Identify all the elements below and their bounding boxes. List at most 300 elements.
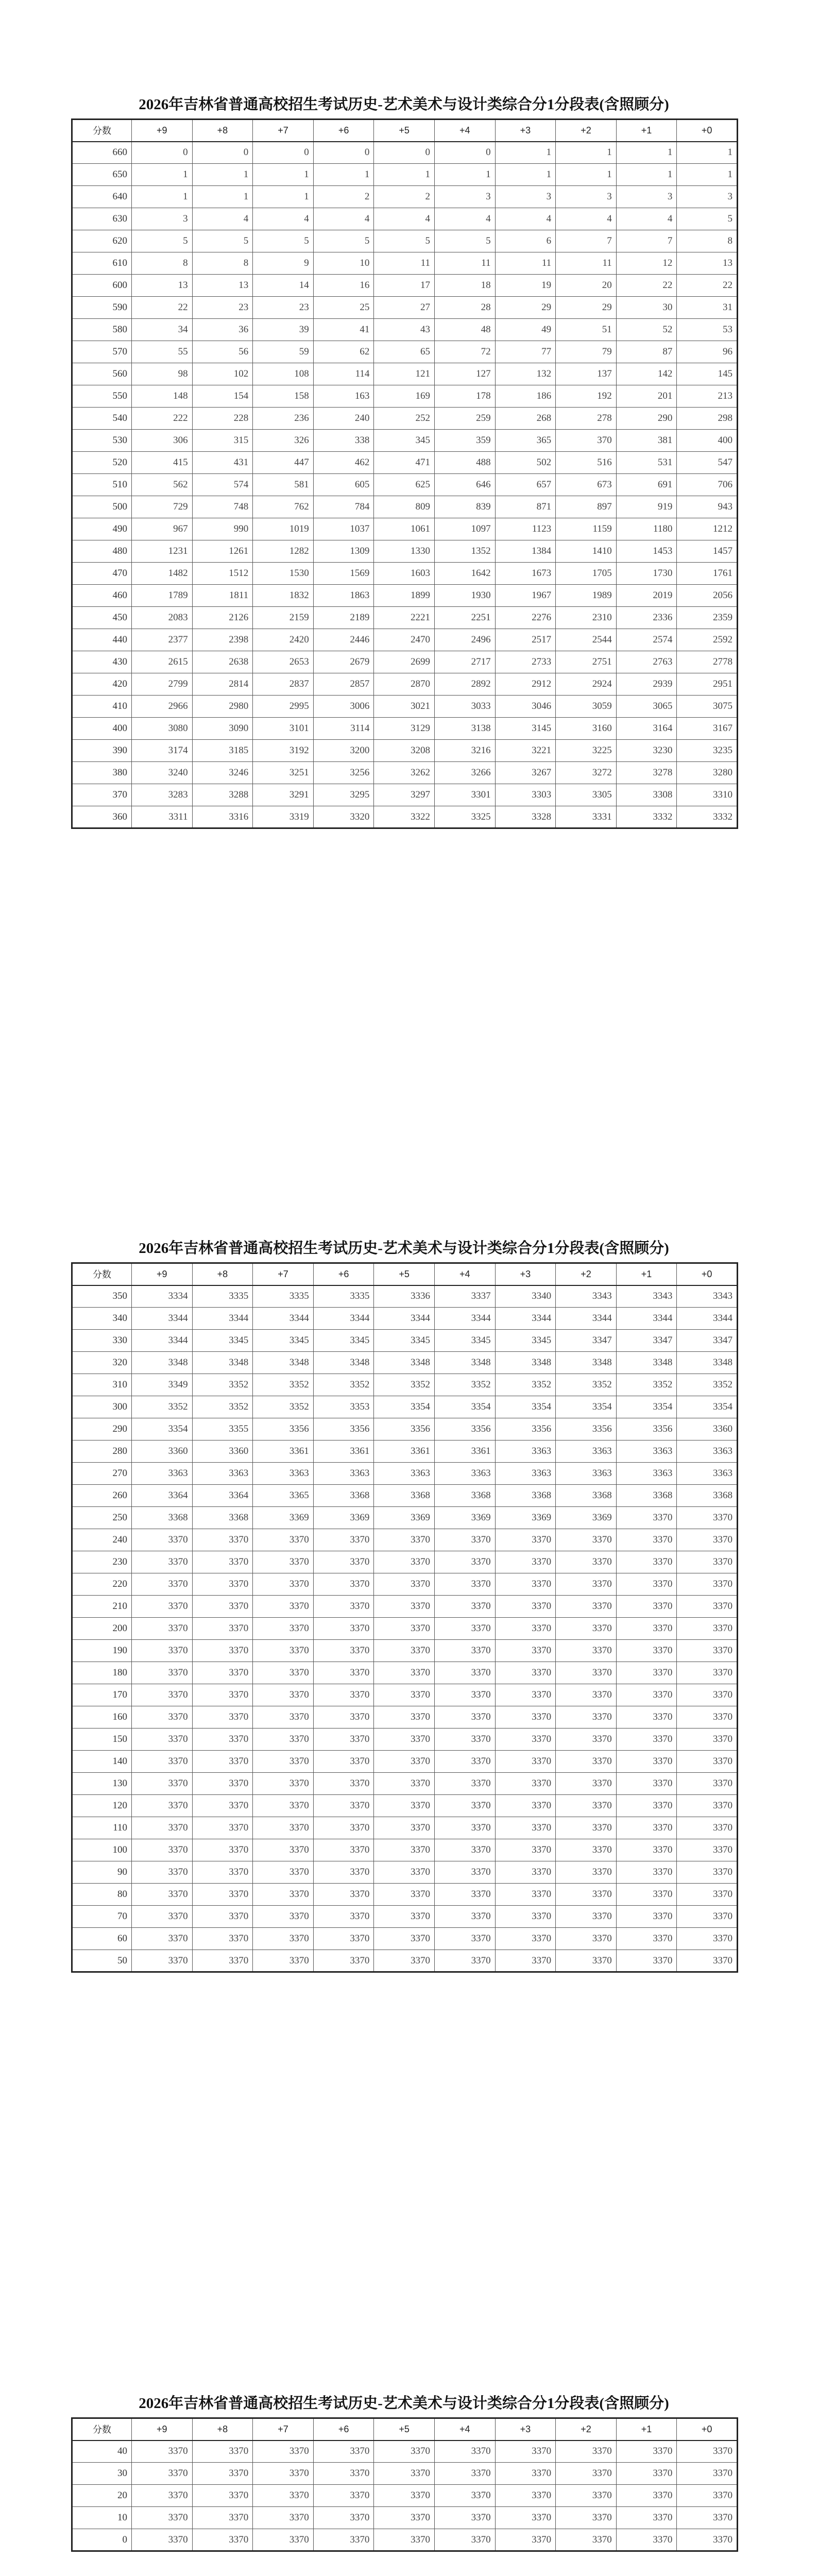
count-cell: 3370 bbox=[556, 1684, 617, 1706]
count-cell: 1 bbox=[192, 186, 253, 208]
count-cell: 2951 bbox=[677, 673, 738, 696]
count-cell: 3129 bbox=[374, 718, 435, 740]
table-row bbox=[72, 142, 738, 164]
count-cell: 381 bbox=[616, 430, 677, 452]
count-cell: 1 bbox=[253, 186, 314, 208]
column-header-offset: +5 bbox=[374, 120, 435, 142]
count-cell: 62 bbox=[313, 341, 374, 363]
column-header-offset: +1 bbox=[616, 120, 677, 142]
count-cell: 3356 bbox=[434, 1418, 495, 1440]
score-cell: 180 bbox=[72, 1662, 132, 1684]
score-cell: 430 bbox=[72, 651, 132, 673]
count-cell: 3370 bbox=[677, 1928, 738, 1950]
table-row bbox=[72, 1906, 738, 1928]
count-cell: 2592 bbox=[677, 629, 738, 651]
count-cell: 3360 bbox=[192, 1440, 253, 1463]
count-cell: 8 bbox=[132, 252, 193, 275]
score-cell: 500 bbox=[72, 496, 132, 518]
count-cell: 1180 bbox=[616, 518, 677, 540]
count-cell: 3370 bbox=[616, 1773, 677, 1795]
count-cell: 1832 bbox=[253, 585, 314, 607]
table-row bbox=[72, 1884, 738, 1906]
count-cell: 108 bbox=[253, 363, 314, 385]
count-cell: 1 bbox=[677, 142, 738, 164]
score-cell: 570 bbox=[72, 341, 132, 363]
count-cell: 3370 bbox=[132, 1773, 193, 1795]
count-cell: 3370 bbox=[495, 1706, 556, 1728]
count-cell: 3370 bbox=[253, 1817, 314, 1839]
count-cell: 3370 bbox=[556, 1662, 617, 1684]
count-cell: 2699 bbox=[374, 651, 435, 673]
count-cell: 3370 bbox=[313, 1706, 374, 1728]
table-row bbox=[72, 1662, 738, 1684]
score-cell: 300 bbox=[72, 1396, 132, 1418]
count-cell: 3 bbox=[616, 186, 677, 208]
count-cell: 3370 bbox=[374, 1884, 435, 1906]
count-cell: 1410 bbox=[556, 540, 617, 563]
table-row bbox=[72, 629, 738, 651]
table-row bbox=[72, 1374, 738, 1396]
count-cell: 1123 bbox=[495, 518, 556, 540]
count-cell: 23 bbox=[192, 297, 253, 319]
count-cell: 3370 bbox=[374, 1728, 435, 1751]
score-cell: 530 bbox=[72, 430, 132, 452]
count-cell: 3370 bbox=[434, 2507, 495, 2529]
count-cell: 0 bbox=[132, 142, 193, 164]
count-cell: 3370 bbox=[677, 1640, 738, 1662]
count-cell: 3370 bbox=[677, 2485, 738, 2507]
count-cell: 163 bbox=[313, 385, 374, 408]
table-row bbox=[72, 784, 738, 806]
count-cell: 1231 bbox=[132, 540, 193, 563]
count-cell: 3370 bbox=[616, 2463, 677, 2485]
count-cell: 3266 bbox=[434, 762, 495, 784]
count-cell: 3337 bbox=[434, 1285, 495, 1308]
count-cell: 3352 bbox=[253, 1374, 314, 1396]
count-cell: 121 bbox=[374, 363, 435, 385]
count-cell: 1512 bbox=[192, 563, 253, 585]
count-cell: 3370 bbox=[313, 2507, 374, 2529]
count-cell: 169 bbox=[374, 385, 435, 408]
count-cell: 5 bbox=[313, 230, 374, 252]
count-cell: 3370 bbox=[253, 1596, 314, 1618]
column-header-offset: +0 bbox=[677, 2418, 738, 2441]
count-cell: 3361 bbox=[313, 1440, 374, 1463]
count-cell: 2221 bbox=[374, 607, 435, 629]
count-cell: 646 bbox=[434, 474, 495, 496]
table-row bbox=[72, 164, 738, 186]
table-row bbox=[72, 585, 738, 607]
count-cell: 2377 bbox=[132, 629, 193, 651]
count-cell: 1159 bbox=[556, 518, 617, 540]
count-cell: 1730 bbox=[616, 563, 677, 585]
count-cell: 3348 bbox=[434, 1352, 495, 1374]
count-cell: 3 bbox=[132, 208, 193, 230]
count-cell: 4 bbox=[556, 208, 617, 230]
count-cell: 2019 bbox=[616, 585, 677, 607]
count-cell: 2574 bbox=[616, 629, 677, 651]
count-cell: 3370 bbox=[313, 1640, 374, 1662]
count-cell: 3370 bbox=[253, 1551, 314, 1573]
count-cell: 0 bbox=[192, 142, 253, 164]
table-row bbox=[72, 230, 738, 252]
count-cell: 3344 bbox=[556, 1308, 617, 1330]
count-cell: 18 bbox=[434, 275, 495, 297]
count-cell: 1037 bbox=[313, 518, 374, 540]
count-cell: 3370 bbox=[556, 2507, 617, 2529]
score-cell: 330 bbox=[72, 1330, 132, 1352]
score-cell: 100 bbox=[72, 1839, 132, 1861]
count-cell: 3164 bbox=[616, 718, 677, 740]
count-cell: 0 bbox=[253, 142, 314, 164]
count-cell: 3363 bbox=[495, 1463, 556, 1485]
count-cell: 3370 bbox=[495, 1884, 556, 1906]
count-cell: 3370 bbox=[434, 2463, 495, 2485]
count-cell: 3370 bbox=[374, 2529, 435, 2551]
count-cell: 3370 bbox=[374, 1928, 435, 1950]
table-row bbox=[72, 363, 738, 385]
count-cell: 3370 bbox=[132, 2507, 193, 2529]
count-cell: 29 bbox=[495, 297, 556, 319]
count-cell: 562 bbox=[132, 474, 193, 496]
count-cell: 3145 bbox=[495, 718, 556, 740]
column-header-offset: +4 bbox=[434, 2418, 495, 2441]
count-cell: 1 bbox=[616, 164, 677, 186]
count-cell: 3370 bbox=[495, 1728, 556, 1751]
table-title: 2026年吉林省普通高校招生考试历史-艺术美术与设计类综合分1分段表(含照顾分) bbox=[139, 1240, 669, 1257]
count-cell: 3370 bbox=[434, 1728, 495, 1751]
count-cell: 3369 bbox=[434, 1507, 495, 1529]
score-cell: 510 bbox=[72, 474, 132, 496]
count-cell: 3167 bbox=[677, 718, 738, 740]
count-cell: 3370 bbox=[313, 2463, 374, 2485]
count-cell: 3370 bbox=[374, 1684, 435, 1706]
count-cell: 3370 bbox=[616, 1507, 677, 1529]
count-cell: 3370 bbox=[313, 2529, 374, 2551]
count-cell: 3370 bbox=[374, 2485, 435, 2507]
count-cell: 87 bbox=[616, 341, 677, 363]
score-cell: 660 bbox=[72, 142, 132, 164]
count-cell: 3348 bbox=[677, 1352, 738, 1374]
count-cell: 3370 bbox=[677, 1684, 738, 1706]
count-cell: 2189 bbox=[313, 607, 374, 629]
count-cell: 3370 bbox=[192, 1861, 253, 1884]
count-cell: 3344 bbox=[374, 1308, 435, 1330]
count-cell: 1 bbox=[132, 186, 193, 208]
count-cell: 3080 bbox=[132, 718, 193, 740]
count-cell: 1 bbox=[253, 164, 314, 186]
table-row bbox=[72, 1396, 738, 1418]
count-cell: 1212 bbox=[677, 518, 738, 540]
count-cell: 20 bbox=[556, 275, 617, 297]
count-cell: 3370 bbox=[677, 1706, 738, 1728]
count-cell: 186 bbox=[495, 385, 556, 408]
count-cell: 5 bbox=[434, 230, 495, 252]
count-cell: 415 bbox=[132, 452, 193, 474]
table-row bbox=[72, 1573, 738, 1596]
count-cell: 1 bbox=[374, 164, 435, 186]
count-cell: 3331 bbox=[556, 806, 617, 828]
count-cell: 3368 bbox=[677, 1485, 738, 1507]
count-cell: 462 bbox=[313, 452, 374, 474]
count-cell: 22 bbox=[616, 275, 677, 297]
count-cell: 0 bbox=[434, 142, 495, 164]
column-header-offset: +8 bbox=[192, 1263, 253, 1285]
count-cell: 315 bbox=[192, 430, 253, 452]
column-header-offset: +3 bbox=[495, 1263, 556, 1285]
count-cell: 14 bbox=[253, 275, 314, 297]
table-row bbox=[72, 275, 738, 297]
count-cell: 3322 bbox=[374, 806, 435, 828]
count-cell: 65 bbox=[374, 341, 435, 363]
score-cell: 260 bbox=[72, 1485, 132, 1507]
count-cell: 3370 bbox=[192, 1906, 253, 1928]
count-cell: 3370 bbox=[132, 1728, 193, 1751]
count-cell: 1 bbox=[132, 164, 193, 186]
count-cell: 5 bbox=[374, 230, 435, 252]
count-cell: 3 bbox=[434, 186, 495, 208]
count-cell: 11 bbox=[556, 252, 617, 275]
score-cell: 420 bbox=[72, 673, 132, 696]
count-cell: 3370 bbox=[253, 1684, 314, 1706]
count-cell: 3303 bbox=[495, 784, 556, 806]
count-cell: 3370 bbox=[434, 1573, 495, 1596]
count-cell: 3160 bbox=[556, 718, 617, 740]
count-cell: 3370 bbox=[253, 1795, 314, 1817]
score-cell: 470 bbox=[72, 563, 132, 585]
count-cell: 3363 bbox=[495, 1440, 556, 1463]
count-cell: 3370 bbox=[434, 1596, 495, 1618]
count-cell: 3370 bbox=[556, 1817, 617, 1839]
count-cell: 3033 bbox=[434, 696, 495, 718]
count-cell: 3370 bbox=[192, 1684, 253, 1706]
count-cell: 3370 bbox=[132, 1751, 193, 1773]
count-cell: 400 bbox=[677, 430, 738, 452]
count-cell: 1603 bbox=[374, 563, 435, 585]
count-cell: 3344 bbox=[616, 1308, 677, 1330]
table-row bbox=[72, 2441, 738, 2463]
count-cell: 2496 bbox=[434, 629, 495, 651]
count-cell: 871 bbox=[495, 496, 556, 518]
count-cell: 3370 bbox=[434, 1640, 495, 1662]
score-cell: 560 bbox=[72, 363, 132, 385]
count-cell: 3370 bbox=[374, 2463, 435, 2485]
count-cell: 3345 bbox=[495, 1330, 556, 1352]
count-cell: 3370 bbox=[495, 1751, 556, 1773]
count-cell: 943 bbox=[677, 496, 738, 518]
count-cell: 3370 bbox=[253, 1618, 314, 1640]
count-cell: 3370 bbox=[556, 1596, 617, 1618]
score-cell: 230 bbox=[72, 1551, 132, 1573]
count-cell: 29 bbox=[556, 297, 617, 319]
count-cell: 3370 bbox=[556, 1728, 617, 1751]
count-cell: 2837 bbox=[253, 673, 314, 696]
count-cell: 2857 bbox=[313, 673, 374, 696]
count-cell: 3335 bbox=[253, 1285, 314, 1308]
table-row bbox=[72, 1684, 738, 1706]
score-cell: 390 bbox=[72, 740, 132, 762]
count-cell: 1989 bbox=[556, 585, 617, 607]
count-cell: 11 bbox=[434, 252, 495, 275]
count-cell: 3356 bbox=[616, 1418, 677, 1440]
count-cell: 3370 bbox=[132, 1596, 193, 1618]
count-cell: 4 bbox=[192, 208, 253, 230]
count-cell: 3370 bbox=[677, 1751, 738, 1773]
count-cell: 3348 bbox=[253, 1352, 314, 1374]
count-cell: 1967 bbox=[495, 585, 556, 607]
count-cell: 3369 bbox=[313, 1507, 374, 1529]
score-cell: 540 bbox=[72, 408, 132, 430]
count-cell: 4 bbox=[374, 208, 435, 230]
count-cell: 3363 bbox=[677, 1463, 738, 1485]
column-header-offset: +9 bbox=[132, 1263, 193, 1285]
count-cell: 729 bbox=[132, 496, 193, 518]
count-cell: 3370 bbox=[313, 1839, 374, 1861]
count-cell: 1 bbox=[192, 164, 253, 186]
table-row bbox=[72, 1773, 738, 1795]
count-cell: 252 bbox=[374, 408, 435, 430]
score-cell: 60 bbox=[72, 1928, 132, 1950]
count-cell: 3363 bbox=[616, 1440, 677, 1463]
count-cell: 748 bbox=[192, 496, 253, 518]
count-cell: 3370 bbox=[192, 2507, 253, 2529]
count-cell: 3368 bbox=[556, 1485, 617, 1507]
table-row bbox=[72, 496, 738, 518]
count-cell: 3370 bbox=[495, 1817, 556, 1839]
count-cell: 3370 bbox=[495, 1861, 556, 1884]
count-cell: 23 bbox=[253, 297, 314, 319]
count-cell: 3235 bbox=[677, 740, 738, 762]
count-cell: 96 bbox=[677, 341, 738, 363]
count-cell: 1 bbox=[556, 164, 617, 186]
count-cell: 3361 bbox=[253, 1440, 314, 1463]
score-cell: 640 bbox=[72, 186, 132, 208]
column-header-offset: +8 bbox=[192, 120, 253, 142]
table-row bbox=[72, 474, 738, 496]
count-cell: 3370 bbox=[253, 2529, 314, 2551]
score-table-page-3 bbox=[71, 2389, 737, 2552]
count-cell: 3370 bbox=[616, 1884, 677, 1906]
count-cell: 213 bbox=[677, 385, 738, 408]
count-cell: 3370 bbox=[374, 1551, 435, 1573]
count-cell: 19 bbox=[495, 275, 556, 297]
count-cell: 3370 bbox=[495, 1950, 556, 1972]
count-cell: 3370 bbox=[677, 1884, 738, 1906]
count-cell: 2 bbox=[374, 186, 435, 208]
count-cell: 8 bbox=[192, 252, 253, 275]
count-cell: 3370 bbox=[253, 1573, 314, 1596]
score-cell: 0 bbox=[72, 2529, 132, 2551]
count-cell: 3370 bbox=[495, 1773, 556, 1795]
count-cell: 1457 bbox=[677, 540, 738, 563]
count-cell: 3344 bbox=[313, 1308, 374, 1330]
count-cell: 3370 bbox=[374, 1529, 435, 1551]
count-cell: 11 bbox=[374, 252, 435, 275]
count-cell: 2653 bbox=[253, 651, 314, 673]
count-cell: 3370 bbox=[434, 2441, 495, 2463]
count-cell: 3364 bbox=[192, 1485, 253, 1507]
score-cell: 90 bbox=[72, 1861, 132, 1884]
count-cell: 2470 bbox=[374, 629, 435, 651]
count-cell: 3368 bbox=[616, 1485, 677, 1507]
count-cell: 3319 bbox=[253, 806, 314, 828]
count-cell: 3356 bbox=[556, 1418, 617, 1440]
count-cell: 77 bbox=[495, 341, 556, 363]
count-cell: 137 bbox=[556, 363, 617, 385]
count-cell: 1 bbox=[495, 142, 556, 164]
count-cell: 3370 bbox=[253, 1751, 314, 1773]
count-cell: 3370 bbox=[434, 1817, 495, 1839]
count-cell: 3283 bbox=[132, 784, 193, 806]
count-cell: 3354 bbox=[616, 1396, 677, 1418]
count-cell: 897 bbox=[556, 496, 617, 518]
count-cell: 3370 bbox=[556, 1618, 617, 1640]
count-cell: 3345 bbox=[192, 1330, 253, 1352]
count-cell: 154 bbox=[192, 385, 253, 408]
count-cell: 59 bbox=[253, 341, 314, 363]
count-cell: 3363 bbox=[616, 1463, 677, 1485]
score-cell: 490 bbox=[72, 518, 132, 540]
count-cell: 31 bbox=[677, 297, 738, 319]
count-cell: 3370 bbox=[132, 1640, 193, 1662]
count-cell: 30 bbox=[616, 297, 677, 319]
count-cell: 3370 bbox=[253, 1773, 314, 1795]
table-row bbox=[72, 718, 738, 740]
count-cell: 3334 bbox=[132, 1285, 193, 1308]
count-cell: 1453 bbox=[616, 540, 677, 563]
count-cell: 3370 bbox=[677, 1817, 738, 1839]
column-header-offset: +1 bbox=[616, 1263, 677, 1285]
count-cell: 49 bbox=[495, 319, 556, 341]
column-header-offset: +2 bbox=[556, 2418, 617, 2441]
column-header-offset: +6 bbox=[313, 120, 374, 142]
count-cell: 3370 bbox=[556, 2529, 617, 2551]
count-cell: 2446 bbox=[313, 629, 374, 651]
count-cell: 3370 bbox=[192, 1662, 253, 1684]
count-cell: 2870 bbox=[374, 673, 435, 696]
count-cell: 298 bbox=[677, 408, 738, 430]
count-cell: 201 bbox=[616, 385, 677, 408]
count-cell: 53 bbox=[677, 319, 738, 341]
count-cell: 5 bbox=[192, 230, 253, 252]
count-cell: 3370 bbox=[495, 1573, 556, 1596]
count-cell: 3370 bbox=[313, 1529, 374, 1551]
table-row bbox=[72, 1308, 738, 1330]
score-cell: 130 bbox=[72, 1773, 132, 1795]
count-cell: 3291 bbox=[253, 784, 314, 806]
count-cell: 7 bbox=[556, 230, 617, 252]
count-cell: 192 bbox=[556, 385, 617, 408]
count-cell: 2778 bbox=[677, 651, 738, 673]
count-cell: 3370 bbox=[192, 2485, 253, 2507]
count-cell: 8 bbox=[677, 230, 738, 252]
count-cell: 3370 bbox=[434, 1551, 495, 1573]
count-cell: 706 bbox=[677, 474, 738, 496]
count-cell: 3370 bbox=[434, 1861, 495, 1884]
count-cell: 51 bbox=[556, 319, 617, 341]
count-cell: 3363 bbox=[677, 1440, 738, 1463]
count-cell: 3368 bbox=[313, 1485, 374, 1507]
count-cell: 158 bbox=[253, 385, 314, 408]
table-row bbox=[72, 1551, 738, 1573]
count-cell: 3354 bbox=[132, 1418, 193, 1440]
count-cell: 3200 bbox=[313, 740, 374, 762]
score-cell: 310 bbox=[72, 1374, 132, 1396]
count-cell: 3370 bbox=[313, 2441, 374, 2463]
count-cell: 2892 bbox=[434, 673, 495, 696]
count-cell: 3370 bbox=[434, 1529, 495, 1551]
count-cell: 762 bbox=[253, 496, 314, 518]
